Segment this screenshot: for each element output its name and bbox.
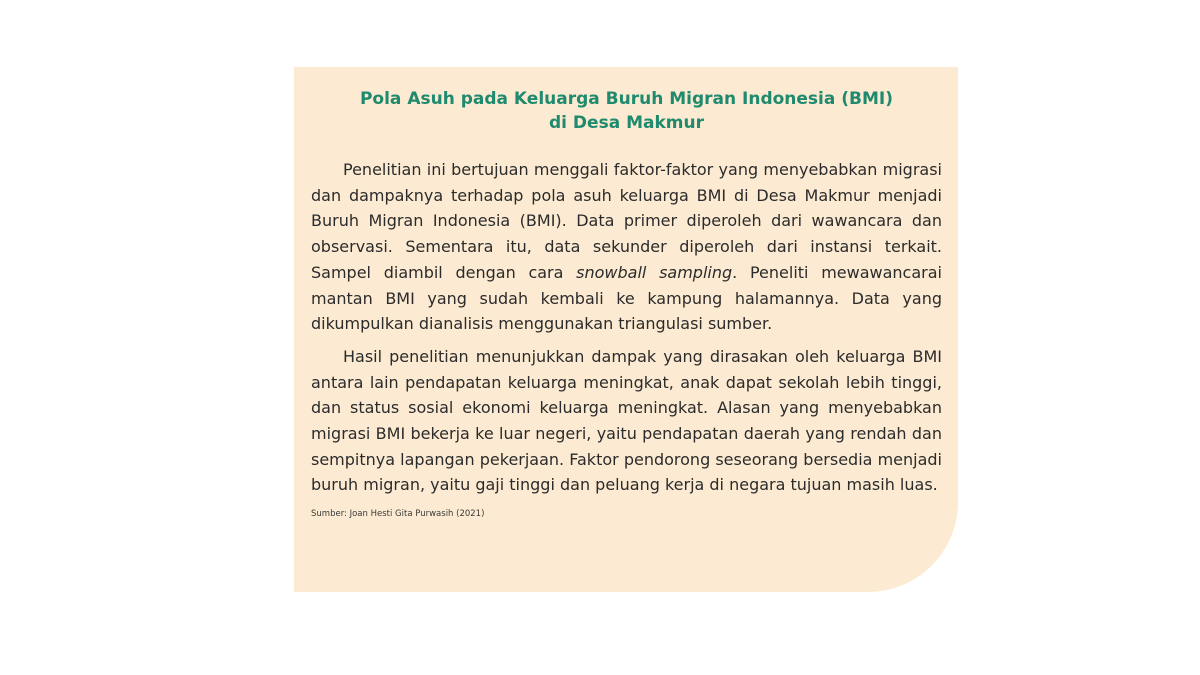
box-title-line-2: di Desa Makmur bbox=[549, 113, 704, 133]
paragraph-2: Hasil penelitian menunjukkan dampak yang dirasakan oleh keluarga BMI antara lain pendapatan keluarga meningkat, anak dapat sekolah lebih tinggi, dan status sosial ekonomi keluarga meningkat. Alasan yang menyebabkan migrasi BMI bekerja ke luar negeri, yaitu pendapatan daerah yang rendah dan sempitnya lapangan pekerjaan. Faktor pendorong seseorang bersedia menjadi buruh migran, yaitu gaji tinggi dan peluang kerja di negara tujuan masih luas. bbox=[311, 346, 942, 495]
paragraph-1 bbox=[311, 157, 942, 337]
reading-box bbox=[294, 67, 958, 592]
paragraph-1-italic-term: snowball sampling bbox=[576, 262, 733, 282]
source-citation: Sumber: Joan Hesti Gita Purwasih (2021) bbox=[311, 509, 485, 520]
box-title bbox=[311, 87, 942, 135]
box-title-line-1: Pola Asuh pada Keluarga Buruh Migran Indonesia (BMI) bbox=[359, 89, 894, 109]
paragraph-1-part-1: Penelitian ini bertujuan menggali faktor-faktor yang menyebabkan migrasi dan dampaknya terhadap pola asuh keluarga BMI di Desa Makmur menjadi Buruh Migran Indonesia (BMI). Data primer diperoleh dari wawancara dan observasi. Sementara itu, data sekunder diperoleh dari instansi terkait. Sampel diambil dengan cara bbox=[311, 160, 942, 282]
paragraph-1-part-2: . Peneliti mewawancarai mantan BMI yang sudah kembali ke kampung halamannya. Data yang dikumpulkan dianalisis menggunakan triangulasi sumber. bbox=[311, 262, 942, 334]
